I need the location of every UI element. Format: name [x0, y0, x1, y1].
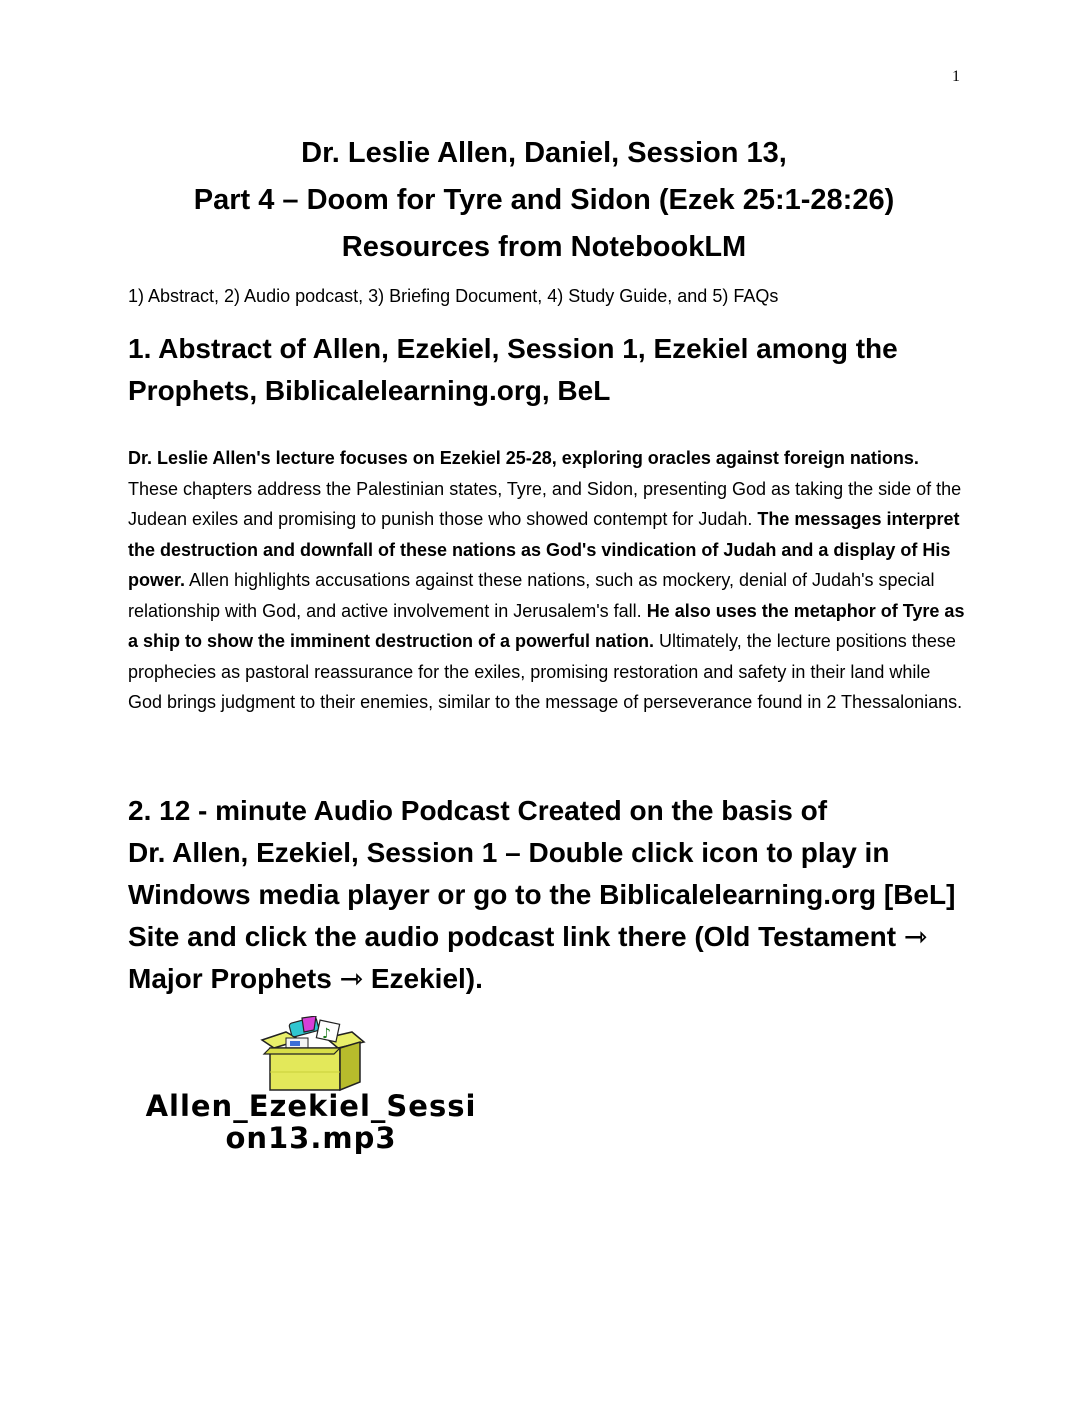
audio-file-label-line-2: on13.mp3 — [225, 1121, 397, 1155]
podcast-heading-line-5-text-b: Ezekiel). — [363, 963, 483, 994]
podcast-heading-line-4-text: Site and click the audio podcast link there (Old Testament — [128, 921, 904, 952]
page-title — [60, 130, 1028, 271]
svg-text:♪: ♪ — [322, 1026, 331, 1042]
page-number: 1 — [952, 68, 960, 85]
title-line-2: Part 4 – Doom for Tyre and Sidon (Ezek 25:1-28:26) — [193, 184, 895, 216]
right-arrow-icon: ⇾ — [903, 921, 928, 952]
abstract-bold-1: Dr. Leslie Allen's lecture focuses on Ezekiel 25-28, exploring oracles against foreign nations. — [128, 448, 919, 468]
podcast-heading-line-4 — [128, 916, 968, 958]
abstract-bold-3: The messages interpret the destruction and downfall of these nations as God's vindication of Judah and a display of His power. — [128, 509, 960, 590]
podcast-heading-line-1: 2. 12 - minute Audio Podcast Created on the basis of — [128, 795, 828, 826]
abstract-text-2: These chapters address the Palestinian states, Tyre, and Sidon, presenting God as taking the side of the Judean exiles and promising to punish those who showed contempt for Judah. — [128, 478, 962, 529]
title-line-1: Dr. Leslie Allen, Daniel, Session 13, — [301, 137, 787, 169]
audio-file-label[interactable] — [128, 1090, 494, 1154]
right-arrow-icon: ⇾ — [339, 963, 364, 994]
abstract-text-4: Allen highlights accusations against these nations, such as mockery, denial of Judah's special relationship with God, and active involvement in Jerusalem's fall. — [128, 570, 935, 621]
podcast-heading — [128, 790, 968, 1000]
media-package-icon[interactable] — [256, 1016, 368, 1092]
abstract-text-6: Ultimately, the lecture positions these prophecies as pastoral reassurance for the exiles, promising restoration and safety in their land while God brings judgment to their enemies, similar to the message of perseverance found in 2 Thessalonians. — [128, 631, 963, 712]
title-line-3: Resources from NotebookLM — [341, 231, 747, 263]
audio-file-label-line-1: Allen_Ezekiel_Sessi — [145, 1089, 477, 1123]
abstract-bold-5: He also uses the metaphor of Tyre as a ship to show the imminent destruction of a powerful nation. — [128, 600, 965, 651]
contents-list: 1) Abstract, 2) Audio podcast, 3) Briefing Document, 4) Study Guide, and 5) FAQs — [128, 286, 779, 306]
podcast-heading-line-5-text-a: Major Prophets — [128, 963, 340, 994]
podcast-heading-line-5 — [128, 958, 968, 1000]
abstract-heading: 1. Abstract of Allen, Ezekiel, Session 1, Ezekiel among the Prophets, Biblicalelearning.org, BeL — [128, 333, 898, 406]
abstract-paragraph — [128, 443, 968, 718]
podcast-heading-line-2: Dr. Allen, Ezekiel, Session 1 – Double click icon to play in — [128, 837, 890, 868]
podcast-heading-line-3: Windows media player or go to the Biblicalelearning.org [BeL] — [128, 879, 956, 910]
